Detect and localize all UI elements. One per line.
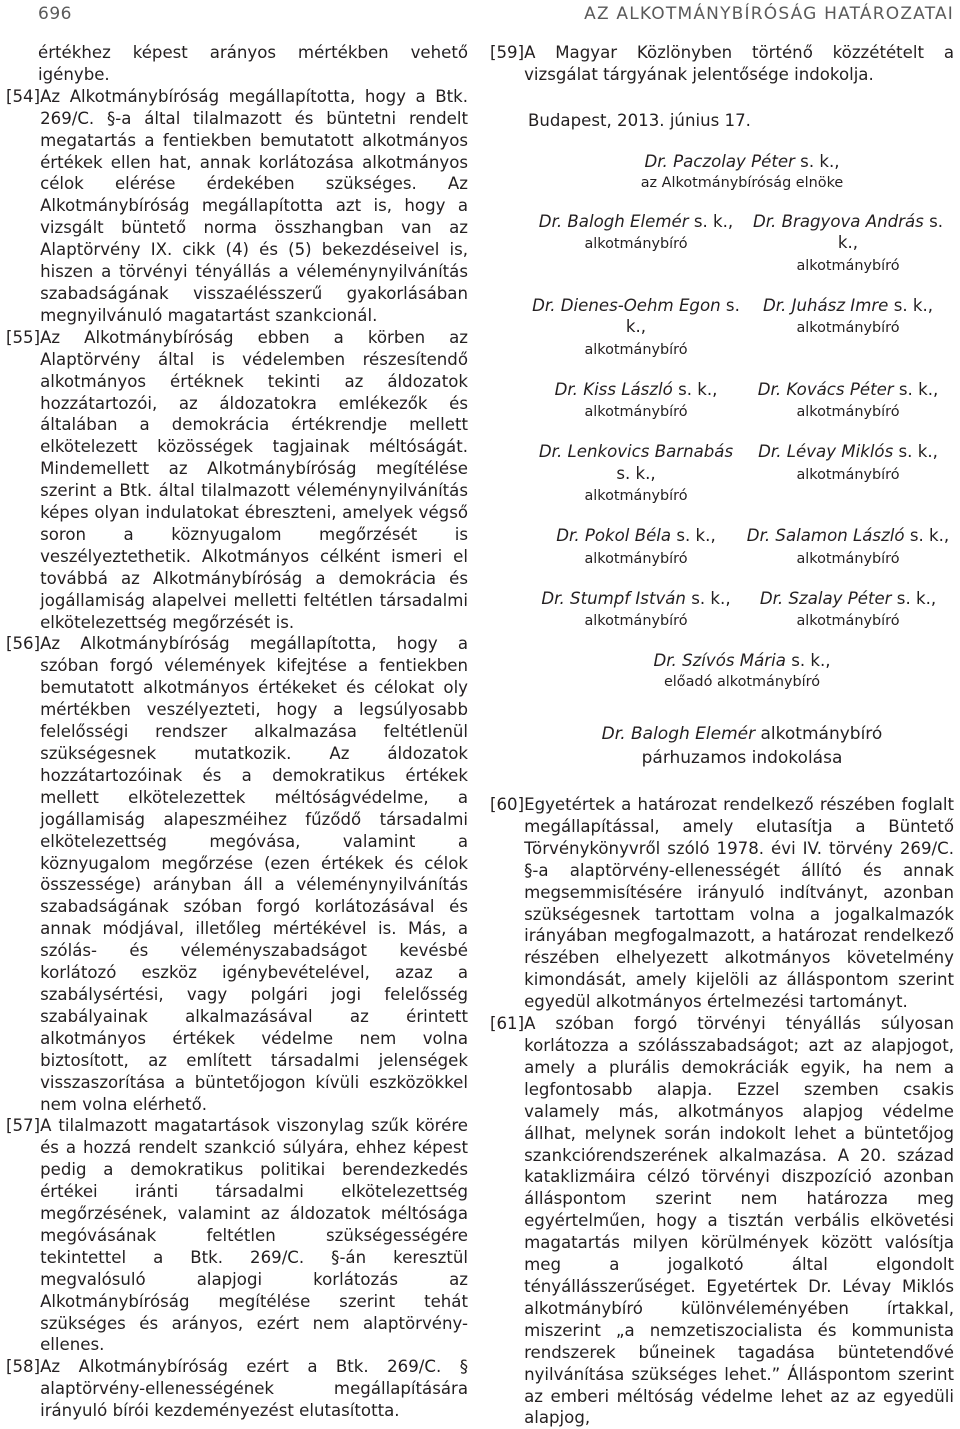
- judge-name: Dr. Szalay Péter: [759, 588, 892, 608]
- paragraph-54: [6, 86, 468, 327]
- judge-signature: [530, 211, 742, 276]
- paragraph-number: [59]: [490, 43, 525, 62]
- judge-role: alkotmánybíró: [796, 613, 900, 630]
- judge-suffix: s. k.,: [691, 588, 731, 608]
- judge-suffix: s. k.,: [898, 442, 938, 462]
- judge-suffix: s. k.,: [909, 526, 950, 546]
- chair-signature: [530, 151, 954, 193]
- right-column: [490, 42, 954, 1429]
- judge-role: alkotmánybíró: [796, 466, 900, 483]
- parallel-subtitle: párhuzamos indokolása: [641, 748, 843, 769]
- running-title: AZ ALKOTMÁNYBÍRÓSÁG HATÁROZATAI: [584, 4, 954, 24]
- paragraph-text: Az Alkotmánybíróság megállapította, hogy a Btk. 269/C. §-a által tilalmazott és büntetni rendelt megatartás a fentiekben bemutatott alkotmányos értékek ellen hat, annak korlátozása alkotmányos célok elérése érdekében szükséges. Az Alkotmánybíróság megállapította azt is, hogy a vizsgált büntető norma összhangban van az Alaptörvény IX. cikk (4) és (5) bekezdéseivel is, hiszen a törvényi tényállás a véleménynyilvánítás szabadságának visszaélésszerű gyakorlásában megnyilvánuló magatartást szankcionál.: [40, 86, 468, 325]
- paragraph-number: [61]: [490, 1014, 525, 1034]
- parallel-author-role: alkotmánybíró: [760, 724, 883, 745]
- paragraph-text: A szóban forgó törvényi tényállás súlyosan korlátozza a szólásszabadságot; azt az alapjogot, amely a plurális demokráciák egyik, ha nem a legfontosabb alapja. Ezzel szemben csakis valamely más, alkotmányos alapjog védelme állhat, melynek során indokolt lehet a büntetőjog szankciórendszerének alkalmazása. A 20. század kataklizmáira célzó törvényi diszpozíció azonban álláspontom szerint nem határozza meg egyértelműen, hogy a tisztán verbális elkövetési magatartás milyen körülmények között valósítja meg a jogalkotó által elgondolt tényállásszerűséget. Egyetértek Dr. Lévay Miklós alkotmánybíró különvéleményében írtakkal, miszerint „a nemzetiszocialista és kommunista rendszerek bűneinek tagadása büntetendővé nyilvánítása szükséges lehet.” Álláspontom szerint az emberi méltóság védelme lehet az az egyedüli alapjog,: [524, 1014, 954, 1428]
- judge-signature: [742, 588, 954, 632]
- judge-name: Dr. Juhász Imre: [762, 295, 889, 315]
- judge-signature: [530, 379, 742, 423]
- paragraph-61: [490, 1013, 954, 1429]
- judge-name: Dr. Balogh Elemér: [538, 211, 689, 231]
- judge-signature: [530, 588, 742, 632]
- rapporteur-name: Dr. Szívós Mária: [653, 651, 786, 671]
- paragraph-57: [6, 1115, 468, 1356]
- judge-suffix: s. k.,: [896, 588, 937, 608]
- chair-name: Dr. Paczolay Péter: [644, 151, 795, 171]
- page-number: 696: [38, 4, 72, 24]
- judge-role: alkotmánybíró: [796, 550, 900, 567]
- judge-role: alkotmánybíró: [796, 320, 900, 337]
- paragraph-59: [490, 42, 954, 86]
- judge-role: alkotmánybíró: [796, 404, 900, 421]
- paragraph-55: [6, 327, 468, 634]
- judge-name: Dr. Lévay Miklós: [758, 442, 894, 462]
- parallel-opinion-heading: [530, 722, 954, 770]
- decision-date: Budapest, 2013. június 17.: [528, 110, 751, 130]
- paragraph-60: [490, 794, 954, 1013]
- rapporteur-suffix: s. k.,: [791, 651, 831, 671]
- judge-name: Dr. Dienes-Oehm Egon: [532, 295, 721, 315]
- judge-suffix: s. k.,: [693, 211, 734, 231]
- judge-suffix: s. k.,: [625, 295, 740, 337]
- paragraph-number: [60]: [490, 795, 525, 815]
- judge-signature: [742, 379, 954, 423]
- paragraph-text: Az Alkotmánybíróság ebben a körben az Alaptörvény által is védelemben részesítendő alkotmányos értéknek tekinti az áldozatok hozzátartozói, az áldozatokra emlékezők és általában a demokrácia értékrendje mellett elkötelezett közösségek tagjainak méltóságát. Mindemellett az Alkotmánybíróság megítélése szerint a Btk. által tilalmazott véleménynyilvánítás képes olyan indulatokat ébreszteni, amelyek végső soron a köznyugalom megőrzését is veszélyeztethetik. Alkotmányos célként ismeri el továbbá az Alkotmánybíróság a demokrácia és jogállamiság alapelvei melletti feltétlen társadalmi elkötelezettség megőrzését is.: [40, 327, 468, 632]
- judge-role: alkotmánybíró: [584, 404, 688, 421]
- judge-role: alkotmánybíró: [796, 257, 900, 274]
- judge-name: Dr. Pokol Béla: [556, 526, 672, 546]
- judge-name: Dr. Salamon László: [746, 526, 905, 546]
- judge-signature: [742, 525, 954, 569]
- judge-signature: [742, 295, 954, 360]
- judges-grid: [530, 211, 954, 632]
- judge-signature: [742, 211, 954, 276]
- judge-role: alkotmánybíró: [584, 236, 688, 253]
- paragraph-58: [6, 1356, 468, 1422]
- judge-role: alkotmánybíró: [584, 550, 688, 567]
- paragraph-text: értékhez képest arányos mértékben vehető igénybe.: [38, 43, 468, 84]
- paragraph-text: Az Alkotmánybíróság ezért a Btk. 269/C. § alaptörvény-ellenességének megállapítására irányuló bírói kezdeményezést elutasította.: [40, 1357, 468, 1421]
- paragraph-56: [6, 633, 468, 1115]
- paragraph-number: [56]: [6, 634, 41, 654]
- paragraph-number: [55]: [6, 327, 41, 347]
- paragraph-text: Az Alkotmánybíróság megállapította, hogy a szóban forgó vélemények kifejtése a fentiekben bemutatott alkotmányos értékeket és célokat oly mértékben veszélyezteti, hogy a legsúlyosabb felelősségi rendszer alkalmazása feltétlenül szükségesnek mutatkozik. Az áldozatok hozzátartozóinak és a demokratikus értékek mellett elkötelezettek méltóságvédelme, a jogállamiság alapeszméihez fűződő társadalmi elkötelezettség megóvása, valamint a köznyugalom megőrzése (ezen értékek és célok összessége) arányban áll a véleménynyilvánítás szabadságának szóban forgó korlátozásával és annak módjával, illetőleg mértékével is. Más, a szólás- és véleményszabadságot kevésbé korlátozó eszköz igénybevételével, azaz a szabálysértési, vagy polgári jogi felelősség szabályainak alkalmazásával az érintett alkotmányos értékek védelme nem volna biztosított, az említett társadalmi jelenségek visszaszorítása a büntetőjogon kívüli eszközökkel nem volna elérhető.: [40, 634, 468, 1114]
- judge-suffix: s. k.,: [616, 463, 656, 483]
- chair-role: az Alkotmánybíróság elnöke: [640, 174, 844, 191]
- judge-suffix: s. k.,: [837, 211, 943, 253]
- judge-suffix: s. k.,: [678, 379, 718, 399]
- judge-signature: [742, 441, 954, 506]
- judge-name: Dr. Kovács Péter: [757, 379, 894, 399]
- judge-suffix: s. k.,: [893, 295, 934, 315]
- judge-role: alkotmánybíró: [584, 341, 688, 358]
- paragraph-number: [57]: [6, 1116, 41, 1136]
- parallel-author-name: Dr. Balogh Elemér: [601, 724, 756, 745]
- judge-name: Dr. Lenkovics Barnabás: [538, 442, 734, 462]
- paragraph-text: A tilalmazott magatartások viszonylag szűk körére és a hozzá rendelt szankció súlyára, ehhez képest pedig a demokratikus politikai berendezkedés értékei iránti társadalmi elkötelezettség megőrzésének, valamint az áldozatok méltósága megóvásának feltétlen szükségességére tekintettel a Btk. 269/C. §-án keresztül megvalósuló alapjogi korlátozás az Alkotmánybíróság megítélése szerint tehát szükséges és arányos, ezért nem alaptörvény-ellenes.: [40, 1116, 468, 1355]
- rapporteur-signature: [530, 650, 954, 692]
- judge-suffix: s. k.,: [898, 379, 939, 399]
- judge-signature: [530, 295, 742, 360]
- judge-role: alkotmánybíró: [584, 488, 688, 505]
- rapporteur-role: előadó alkotmánybíró: [663, 674, 821, 691]
- paragraph-text: Egyetértek a határozat rendelkező részében foglalt megállapítással, amely elutasítja a Büntető Törvénykönyvről szóló 1978. évi IV. törvény 269/C. §-a alaptörvény-ellenességét állító és annak megsemmisítésére irányuló indítványt, azonban szükségesnek tartottam volna a jogalkalmazók irányában megfogalmazott, a határozat rendelkező részében elhelyezett alkotmányos követelmény kimondását, amely kijelöli az álláspontom szerint egyedül alkotmányos értelmezési tartományt.: [524, 795, 954, 1012]
- paragraph-number: [58]: [6, 1357, 41, 1377]
- judge-signature: [530, 525, 742, 569]
- continuation-paragraph: [6, 42, 468, 86]
- judge-suffix: s. k.,: [676, 526, 716, 546]
- judge-role: alkotmánybíró: [584, 613, 688, 630]
- judge-name: Dr. Kiss László: [554, 379, 673, 399]
- left-column: [6, 42, 468, 1422]
- judge-name: Dr. Stumpf István: [541, 588, 686, 608]
- page-header: [0, 0, 960, 34]
- paragraph-number: [54]: [6, 86, 41, 106]
- judge-signature: [530, 441, 742, 506]
- judge-name: Dr. Bragyova András: [752, 211, 924, 231]
- chair-suffix: s. k.,: [800, 151, 840, 171]
- paragraph-text: A Magyar Közlönyben történő közzétételt a vizsgálat tárgyának jelentősége indokolja.: [524, 43, 954, 84]
